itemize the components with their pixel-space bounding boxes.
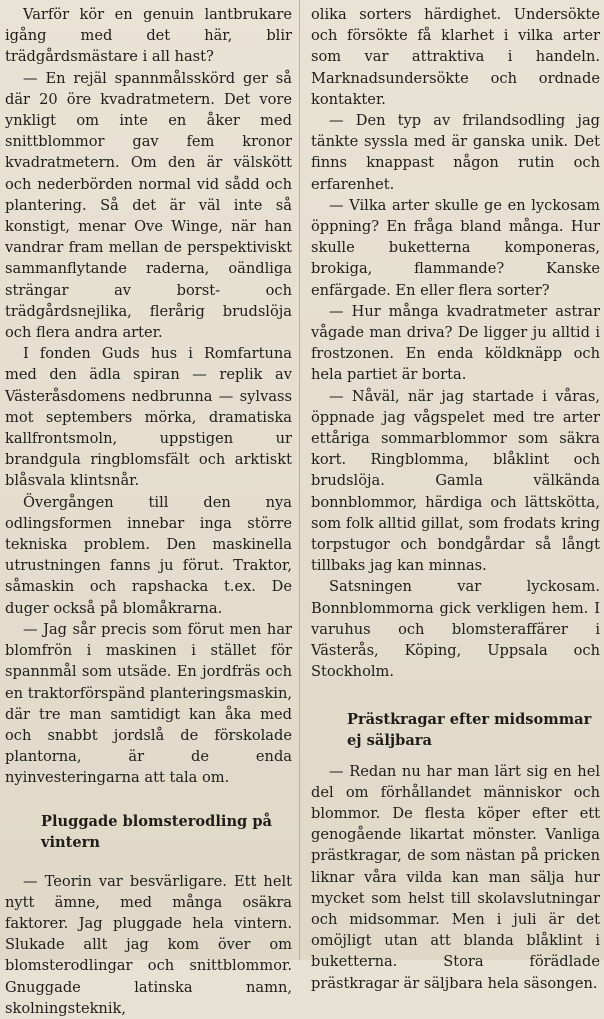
paragraph: — Vilka arter skulle ge en lyckosam öppning? En fråga bland många. Hur skulle buketterna komponeras, brokiga, flammande? Kanske enfärgade. En eller flera sorter? [311,196,600,299]
paragraph: — En rejäl spannmålsskörd ger så där 20 öre kvadratmetern. Det vore ynkligt om inte en åker med snittblommor gav fem kronor kvadratmetern. Om den är välskött och nederbörden normal vid sådd och plantering. Så det är väl inte så konstigt, menar Ove Winge, när han vandrar fram mellan de perspektiviskt sammanflytande raderna, oändliga strängar av borst- och trädgårdsnejlika, flerårig brudslöja och flera andra arter. [5,69,292,342]
paragraph: I fonden Guds hus i Romfartuna med den ädla spiran — replik av Västeråsdomens nedbrunna — sylvass mot septembers mörka, dramatiska kallfrontsmoln, uppstigen ur brandgula ringblomsfält och arktiskt blåsvala klintsnår. [5,345,292,490]
paragraph: olika sorters härdighet. Undersökte och försökte få klarhet i vilka arter som var attraktiva i handeln. Marknadsundersökte och ordnade kontakter. [311,6,600,108]
right-column [311,4,600,994]
paragraph: Varför kör en genuin lantbrukare igång med det här, blir trädgårdsmästare i all hast? [5,6,292,66]
left-column [5,4,292,1019]
paragraph: — Hur många kvadratmeter astrar vågade man driva? De ligger ju alltid i frostzonen. En enda köldknäpp och hela partiet är borta. [311,302,600,384]
subheading: Prästkragar efter midsommar ej säljbara [347,710,592,749]
paragraph: — Redan nu har man lärt sig en hel del om förhållandet människor och blommor. De flesta köper efter ett genogående likartat mönster. Vanliga prästkragar, de som nästan på pricken liknar våra vilda kan man sälja hur mycket som helst till skolavslutningar och midsommar. Men i juli är det omöjligt utan att blanda blåklint i buketterna. Stora förädlade prästkragar är säljbara hela säsongen. [311,762,600,992]
paragraph: — Nåväl, när jag startade i våras, öppnade jag vågspelet med tre arter ettåriga sommarblommor som säkra kort. Ringblomma, blåklint och brudslöja. Gamla välkända bonnblommor, härdiga och lättskötta, som folk alltid gillat, som frodats kring torpstugor och bondgårdar så långt tillbaks jag kan minnas. [311,387,600,575]
paragraph: — Teorin var besvärligare. Ett helt nytt ämne, med många osäkra faktorer. Jag pluggade hela vintern. Slukade allt jag kom över om blomsterodlingar och snittblommor. Gnuggade latinska namn, skolningsteknik, [5,872,292,1017]
column-divider [299,0,300,960]
paragraph: — Den typ av frilandsodling jag tänkte syssla med är ganska unik. Det finns knappast någon rutin och erfarenhet. [311,112,600,193]
paragraph: Satsningen var lyckosam. Bonnblommorna gick verkligen hem. I varuhus och blomsteraffärer i Västerås, Köping, Uppsala och Stockholm. [311,578,600,681]
subheading: Pluggade blomsterodling på vintern [41,812,272,851]
paragraph: Övergången till den nya odlingsformen innebar inga större tekniska problem. Den maskinella utrustningen fanns ju förut. Traktor, såmaskin och rapshacka t.ex. De duger också på blomåkrarna. [5,493,292,617]
paragraph: — Jag sår precis som förut men har blomfrön i maskinen i stället för spannmål som utsäde. En jordfräs och en traktorförspänd planteringsmaskin, där tre man samtidigt kan åka med och snabbt jordslå de förskolade plantorna, är de enda nyinvesteringarna att tala om. [5,620,292,787]
